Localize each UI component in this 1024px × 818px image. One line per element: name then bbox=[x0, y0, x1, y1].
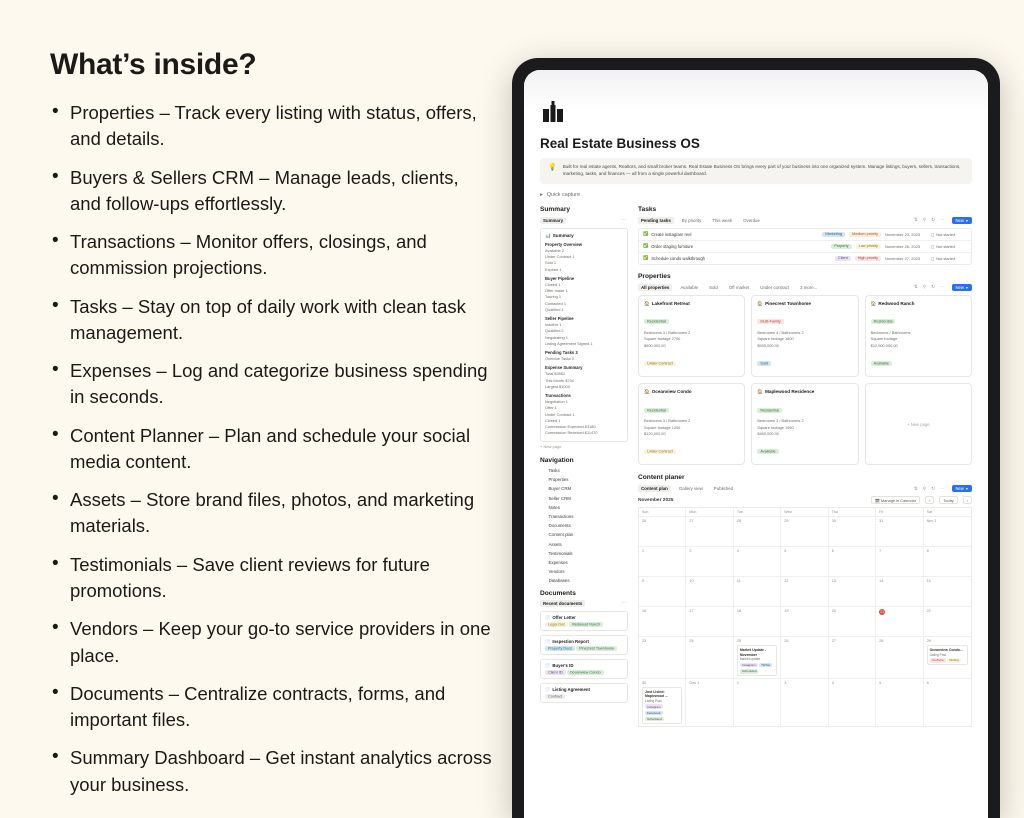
chevron-right-icon: ▸ bbox=[540, 191, 543, 198]
dow-label: Sun bbox=[639, 507, 686, 516]
document-chips: Contract bbox=[545, 695, 623, 699]
calendar-day[interactable]: 13 bbox=[829, 576, 876, 606]
calendar-event[interactable] bbox=[737, 645, 777, 676]
expense-summary-line: Largest $1000 bbox=[545, 383, 570, 389]
calendar-day[interactable]: 18 bbox=[734, 606, 781, 636]
document-chips: Client ID Oceanview Condo bbox=[545, 671, 623, 675]
calendar-day[interactable]: 4 bbox=[829, 678, 876, 726]
buyer-pipeline-line: Touring 1 bbox=[545, 294, 562, 300]
pending-tasks-title: Pending Tasks 3 bbox=[545, 350, 578, 356]
transactions-title: Transactions bbox=[545, 393, 571, 399]
summary-tabbar bbox=[540, 217, 628, 224]
property-detail: Square footage 1960 bbox=[757, 424, 794, 430]
property-card[interactable] bbox=[751, 295, 858, 377]
list-item: • Summary Dashboard – Get instant analytics across your business. bbox=[50, 745, 492, 798]
property-detail: Bedrooms 4 / Bathrooms 2 bbox=[757, 329, 804, 335]
chevron-down-icon: ▾ bbox=[965, 284, 968, 290]
task-date: November 23, 2025 bbox=[885, 231, 921, 237]
house-icon bbox=[540, 477, 545, 483]
status-badge: ◻ Not started bbox=[931, 231, 956, 237]
tablet-frame bbox=[512, 58, 1000, 818]
calendar-day[interactable]: 6 bbox=[924, 678, 971, 726]
tab-published[interactable]: Published bbox=[713, 486, 734, 492]
list-item: • Expenses – Log and categorize business spending in seconds. bbox=[50, 358, 492, 411]
property-type-chip: Residential bbox=[644, 319, 669, 324]
document-title: 📄 Buyer's ID bbox=[545, 662, 574, 668]
tab-by-priority[interactable]: By priority bbox=[681, 217, 702, 223]
list-item[interactable] bbox=[540, 659, 628, 679]
property-card[interactable] bbox=[751, 383, 858, 465]
wrench-icon bbox=[540, 569, 545, 575]
seller-pipeline-line: Listing Agreement Signed 1 bbox=[545, 340, 593, 346]
status-badge: Available bbox=[757, 449, 778, 454]
property-overview-line: Expired 1 bbox=[545, 266, 562, 272]
calendar-day[interactable]: 26 bbox=[639, 516, 686, 546]
list-item[interactable] bbox=[540, 611, 628, 631]
sidebar-item-notes[interactable]: Notes bbox=[540, 504, 628, 510]
calendar-day[interactable]: 5 bbox=[876, 678, 923, 726]
list-item: • Documents – Centralize contracts, forms, and important files. bbox=[50, 681, 492, 734]
house-icon: 🏠 bbox=[644, 300, 650, 306]
people-icon bbox=[540, 495, 545, 501]
event-subtitle: Listing Post bbox=[929, 652, 947, 657]
chevron-down-icon: ▾ bbox=[965, 486, 968, 492]
calendar-day[interactable]: 3 bbox=[781, 678, 828, 726]
property-price: $12,900,000.00 bbox=[870, 342, 898, 348]
sidebar-item-databases[interactable]: Databases bbox=[540, 578, 628, 584]
tab-recent-documents[interactable]: Recent documents bbox=[540, 600, 585, 607]
properties-gallery bbox=[638, 295, 972, 466]
tab-off-market[interactable]: Off market bbox=[728, 284, 750, 290]
task-priority: Medium priority bbox=[849, 232, 881, 237]
check-icon bbox=[540, 468, 545, 474]
property-overview-title: Property Overview bbox=[545, 241, 583, 247]
property-detail: Square footage bbox=[870, 336, 898, 342]
calendar-day[interactable]: 22 bbox=[924, 606, 971, 636]
task-tag: Client bbox=[835, 256, 851, 261]
navigation-section-title: Navigation bbox=[540, 456, 574, 464]
tab-available[interactable]: Available bbox=[680, 284, 699, 290]
sidebar-item-properties[interactable]: Properties bbox=[540, 477, 628, 483]
task-tag: Marketing bbox=[822, 232, 845, 237]
person-icon bbox=[540, 486, 545, 492]
seller-pipeline-line: Qualified 2 bbox=[545, 328, 564, 334]
database-icon bbox=[540, 578, 546, 584]
property-detail: Square footage 2700 bbox=[644, 336, 681, 342]
property-title: 🏠 Lakefront Retreat bbox=[644, 300, 690, 306]
document-chips: Legal Doc Redwood Ranch bbox=[545, 623, 623, 627]
task-name: ✅ Create instagram reel bbox=[643, 231, 692, 237]
task-priority: Low priority bbox=[856, 244, 881, 249]
tablet-screen bbox=[524, 70, 988, 818]
property-type-chip: Residential bbox=[871, 319, 896, 324]
filter-search-icons[interactable]: ⇅ ⚲ ↻ ⋯ bbox=[913, 217, 947, 223]
transactions-line: Commission Received $11470 bbox=[545, 430, 598, 436]
task-name: ✅ Schedule condo walkthrough bbox=[643, 255, 705, 261]
document-title: 📄 Inspection Report bbox=[545, 638, 589, 644]
sidebar-item-transactions[interactable]: Transactions bbox=[540, 513, 628, 519]
property-price: $460,000.00 bbox=[757, 430, 779, 436]
property-overview-line: Sold 1 bbox=[545, 260, 557, 266]
sidebar-item-expenses[interactable]: Expenses bbox=[540, 559, 628, 565]
calendar-day[interactable]: 4 bbox=[734, 546, 781, 576]
expense-summary-line: This Month $700 bbox=[545, 377, 574, 383]
calendar-dow-row bbox=[639, 507, 971, 516]
table-row[interactable] bbox=[639, 241, 971, 253]
calendar-week bbox=[639, 546, 971, 576]
calendar-day[interactable]: 15 bbox=[924, 576, 971, 606]
sidebar-item-tasks[interactable]: Tasks bbox=[540, 468, 628, 474]
property-overview-line: Under Contract 1 bbox=[545, 254, 575, 260]
tab-this-week[interactable]: This week bbox=[712, 217, 733, 223]
property-type-chip: Multi-Family bbox=[757, 319, 783, 324]
new-content-button[interactable]: New ▾ bbox=[952, 485, 973, 492]
calendar-day[interactable]: 31 bbox=[876, 516, 923, 546]
dow-label: Wed bbox=[781, 507, 828, 516]
documents-tabbar bbox=[540, 600, 628, 607]
calendar-day[interactable]: 17 bbox=[686, 606, 733, 636]
calendar-day[interactable]: 26 bbox=[781, 636, 828, 678]
tab-more[interactable]: 2 more... bbox=[800, 284, 818, 290]
properties-tabbar bbox=[638, 284, 972, 291]
content-calendar bbox=[638, 507, 972, 726]
exchange-icon bbox=[540, 513, 545, 519]
intro-callout bbox=[540, 158, 972, 184]
event-chips: Instagram Facebook Scheduled bbox=[647, 704, 662, 721]
content-planner-section-title: Content planer bbox=[638, 474, 685, 482]
expense-summary-title: Expense Summary bbox=[545, 365, 583, 371]
sidebar-item-assets[interactable]: Assets bbox=[540, 541, 628, 547]
summary-section-title: Summary bbox=[540, 205, 571, 213]
calendar-day[interactable]: 2 bbox=[734, 678, 781, 726]
calendar-day[interactable]: 6 bbox=[829, 546, 876, 576]
calendar-day[interactable]: 20 bbox=[829, 606, 876, 636]
calendar-day[interactable]: 8 bbox=[924, 546, 971, 576]
property-title: 🏠 Pinecrest Townhome bbox=[757, 300, 811, 306]
seller-pipeline-title: Seller Pipeline bbox=[545, 316, 574, 322]
table-row[interactable] bbox=[639, 253, 971, 264]
event-subtitle: Listing Post bbox=[645, 698, 662, 703]
tasks-section-title: Tasks bbox=[638, 205, 657, 213]
property-card[interactable] bbox=[865, 295, 972, 377]
property-price: $995,000.00 bbox=[757, 342, 779, 348]
calendar-day[interactable]: Nov 1 bbox=[924, 516, 971, 546]
tab-all-properties[interactable]: All properties bbox=[638, 284, 672, 291]
property-detail: Bedrooms 3 / Bathrooms 2 bbox=[644, 418, 691, 424]
task-name: ✅ Order staging furniture bbox=[643, 243, 694, 249]
dow-label: Tue bbox=[734, 507, 781, 516]
building-logo-icon bbox=[540, 100, 566, 126]
left-column bbox=[540, 206, 628, 727]
today-button[interactable]: Today bbox=[939, 496, 957, 504]
document-chips: Property Docs Pinecrest Townhome bbox=[545, 647, 623, 651]
calendar-day[interactable]: 25 Market Update - November Market update Instagram TikTok Scheduled bbox=[734, 636, 781, 678]
transactions-line: Negotiation 1 bbox=[545, 399, 568, 405]
prev-month-button[interactable]: ‹ bbox=[925, 496, 934, 504]
sidebar-item-testimonials[interactable]: Testimonials bbox=[540, 550, 628, 556]
tab-overdue[interactable]: Overdue bbox=[743, 217, 760, 223]
view-options-icon[interactable]: ⋯ bbox=[621, 217, 628, 223]
pending-tasks-line: Overdue Tasks 0 bbox=[545, 356, 575, 362]
buyer-pipeline-line: Contacted 1 bbox=[545, 300, 566, 306]
new-property-card[interactable]: + New page bbox=[865, 383, 972, 465]
new-task-button[interactable]: New ▾ bbox=[952, 217, 973, 224]
calendar-day[interactable]: 28 bbox=[876, 636, 923, 678]
event-title: Market Update - November bbox=[739, 647, 767, 657]
property-type-chip: Residential bbox=[644, 408, 669, 413]
house-icon: 🏠 bbox=[757, 389, 764, 395]
sidebar-item-vendors[interactable]: Vendors bbox=[540, 569, 628, 575]
status-badge: Available bbox=[871, 361, 892, 366]
property-title: 🏠 Oceanview Condo bbox=[644, 389, 692, 395]
card-icon bbox=[540, 559, 545, 565]
calendar-day[interactable]: 30 Just Listed: Maplewood ... Listing Post Instagram Facebook Scheduled bbox=[639, 678, 686, 726]
property-type-chip: Residential bbox=[757, 408, 782, 413]
list-item: • Tasks – Stay on top of daily work with clean task management. bbox=[50, 294, 492, 347]
new-page-button[interactable]: + New page bbox=[540, 443, 562, 449]
content-view-icons[interactable]: ⇅ ⚲ ↻ ⋯ bbox=[913, 485, 947, 491]
buyer-pipeline-line: Offer made 1 bbox=[545, 288, 568, 294]
list-item: • Testimonials – Save client reviews for future promotions. bbox=[50, 552, 492, 605]
navigation-list bbox=[540, 468, 628, 584]
documents-options-icon[interactable]: ⋯ bbox=[621, 600, 628, 606]
notion-page bbox=[524, 70, 988, 818]
calendar-day[interactable]: 29 Oceanview Condo... Listing Post YouTube Writing bbox=[924, 636, 971, 678]
tab-sold[interactable]: Sold bbox=[709, 284, 718, 290]
dow-label: Thu bbox=[829, 507, 876, 516]
quick-capture-toggle[interactable] bbox=[540, 192, 972, 198]
page-title: Real Estate Business OS bbox=[540, 136, 700, 151]
property-detail: Bedrooms 3 / Bathrooms 2 bbox=[757, 418, 804, 424]
calendar-event[interactable] bbox=[927, 645, 968, 665]
transactions-line: Offer 1 bbox=[545, 405, 557, 411]
property-card[interactable] bbox=[638, 383, 745, 465]
document-title: 📄 Listing Agreement bbox=[545, 686, 590, 692]
status-badge: ◻ Not started bbox=[931, 243, 956, 249]
task-date: November 26, 2025 bbox=[885, 243, 921, 249]
seller-pipeline-line: Inactive 1 bbox=[545, 322, 562, 328]
task-priority: High priority bbox=[855, 256, 881, 261]
sidebar-item-seller-crm[interactable]: Seller CRM bbox=[540, 495, 628, 501]
properties-section-title: Properties bbox=[638, 272, 671, 280]
transactions-line: Under Contract 1 bbox=[545, 411, 575, 417]
new-property-button[interactable]: New ▾ bbox=[952, 284, 973, 291]
sidebar-item-documents[interactable]: Documents bbox=[540, 523, 628, 529]
calendar-day[interactable]: 12 bbox=[781, 576, 828, 606]
calendar-day[interactable]: 2 bbox=[639, 546, 686, 576]
calendar-day[interactable]: 24 bbox=[686, 636, 733, 678]
calendar-day[interactable]: 3 bbox=[686, 546, 733, 576]
page-columns bbox=[540, 206, 972, 727]
list-item: • Vendors – Keep your go-to service providers in one place. bbox=[50, 616, 492, 669]
list-item[interactable] bbox=[540, 683, 628, 703]
calendar-week bbox=[639, 576, 971, 606]
summary-card-title: 📊 Summary bbox=[545, 232, 574, 238]
calendar-day[interactable]: 19 bbox=[781, 606, 828, 636]
task-tag: Property bbox=[831, 244, 851, 249]
callout-text: Built for real estate agents, Realtors, and small broker teams. Real Estate Business OS brings every part of your business into one organized system. Manage listings, buyers, sellers, transactions, marketing, tasks, and finances — all from a single powerful dashboard. bbox=[562, 164, 961, 176]
calendar-day[interactable]: 14 bbox=[876, 576, 923, 606]
property-card[interactable] bbox=[638, 295, 745, 377]
dow-label: Sat bbox=[924, 507, 971, 516]
sidebar-item-content-plan[interactable]: Content plan bbox=[540, 532, 628, 538]
task-icon: ✅ bbox=[643, 231, 649, 237]
dow-label: Fri bbox=[876, 507, 923, 516]
table-row[interactable] bbox=[639, 229, 971, 241]
event-chips: YouTube Writing bbox=[931, 658, 959, 663]
summary-card bbox=[540, 228, 628, 442]
property-detail: Bedrooms 3 / Bathrooms 2 bbox=[644, 329, 691, 335]
calendar-icon bbox=[540, 532, 545, 538]
buyer-pipeline-line: Closed 1 bbox=[545, 281, 561, 287]
calendar-day[interactable]: 29 bbox=[781, 516, 828, 546]
quick-capture-label: Quick capture bbox=[546, 191, 580, 198]
event-title: Just Listed: Maplewood ... bbox=[645, 689, 668, 699]
property-title: 🏠 Maplewood Residence bbox=[757, 389, 815, 395]
documents-section-title: Documents bbox=[540, 589, 576, 597]
property-detail: Bedrooms / Bathrooms bbox=[870, 329, 911, 335]
image-icon bbox=[540, 541, 546, 547]
property-price: $120,000.00 bbox=[644, 430, 666, 436]
calendar-day[interactable]: 16 bbox=[639, 606, 686, 636]
document-title: 📄 Offer Letter bbox=[545, 614, 576, 620]
seller-pipeline-line: Negotiating 1 bbox=[545, 334, 568, 340]
calendar-day[interactable]: 27 bbox=[686, 516, 733, 546]
list-item[interactable] bbox=[540, 635, 628, 655]
page-heading: What’s inside? bbox=[50, 48, 257, 81]
dow-label: Mon bbox=[686, 507, 733, 516]
chart-icon: 📊 bbox=[545, 232, 551, 238]
star-icon bbox=[540, 550, 545, 556]
property-detail: Square footage 1800 bbox=[757, 336, 794, 342]
house-icon: 🏠 bbox=[757, 300, 764, 306]
properties-view-icons[interactable]: ⇅ ⚲ ↻ ⋯ bbox=[913, 284, 947, 290]
task-date: November 27, 2025 bbox=[885, 255, 921, 261]
event-subtitle: Market update bbox=[739, 657, 761, 662]
house-icon: 🏠 bbox=[644, 389, 650, 395]
lightbulb-icon: 💡 bbox=[548, 164, 557, 171]
list-item: • Transactions – Monitor offers, closings, and commission projections. bbox=[50, 229, 492, 282]
calendar-week bbox=[639, 636, 971, 678]
chevron-down-icon: ▾ bbox=[965, 217, 968, 223]
property-overview-line: Available 2 bbox=[545, 247, 564, 253]
calendar-day[interactable]: 27 bbox=[829, 636, 876, 678]
event-chips: Instagram TikTok Scheduled bbox=[741, 663, 770, 674]
calendar-week bbox=[639, 516, 971, 546]
status-badge: Under Contract bbox=[644, 449, 676, 454]
buyer-pipeline-title: Buyer Pipeline bbox=[545, 275, 575, 281]
document-icon bbox=[540, 523, 545, 529]
event-title: Oceanview Condo... bbox=[929, 647, 963, 652]
calendar-day[interactable]: 11 bbox=[734, 576, 781, 606]
task-icon: ✅ bbox=[643, 255, 649, 261]
tasks-table bbox=[638, 228, 972, 265]
calendar-day[interactable]: 7 bbox=[876, 546, 923, 576]
tab-content-plan[interactable]: Content plan bbox=[638, 485, 671, 492]
calendar-event[interactable] bbox=[642, 687, 682, 724]
calendar-week bbox=[639, 606, 971, 636]
marketing-copy-panel bbox=[0, 0, 512, 800]
transactions-line: Commission Expected $3180 bbox=[545, 424, 596, 430]
task-icon: ✅ bbox=[643, 243, 649, 249]
property-detail: Square footage 1200 bbox=[644, 424, 681, 430]
status-badge: Under Contract bbox=[644, 361, 676, 366]
calendar-day[interactable]: 30 bbox=[829, 516, 876, 546]
calendar-week bbox=[639, 678, 971, 726]
status-badge: ◻ Not started bbox=[931, 255, 956, 261]
calendar-day[interactable]: 9 bbox=[639, 576, 686, 606]
transactions-line: Closed 1 bbox=[545, 417, 561, 423]
tab-summary[interactable]: Summary bbox=[540, 217, 566, 224]
content-tabbar bbox=[638, 485, 972, 492]
tab-gallery-view[interactable]: Gallery view bbox=[678, 486, 703, 492]
house-icon: 🏠 bbox=[870, 300, 877, 306]
list-item: • Buyers & Sellers CRM – Manage leads, clients, and follow-ups effortlessly. bbox=[50, 165, 492, 218]
feature-list bbox=[50, 100, 492, 798]
list-item: • Content Planner – Plan and schedule your social media content. bbox=[50, 423, 492, 476]
calendar-header bbox=[638, 496, 972, 504]
calendar-day[interactable]: 23 bbox=[639, 636, 686, 678]
list-item: • Properties – Track every listing with status, offers, and details. bbox=[50, 100, 492, 153]
tablet-mockup bbox=[512, 0, 1024, 800]
property-price: $900,000.00 bbox=[644, 342, 666, 348]
calendar-day[interactable]: 5 bbox=[781, 546, 828, 576]
calendar-day[interactable]: 28 bbox=[734, 516, 781, 546]
calendar-month-label: November 2025 bbox=[638, 497, 674, 503]
document-icon: 📄 bbox=[545, 686, 551, 692]
tasks-tabbar bbox=[638, 217, 972, 224]
calendar-day[interactable]: 10 bbox=[686, 576, 733, 606]
document-icon: 📄 bbox=[545, 662, 551, 668]
list-item: • Assets – Store brand files, photos, and marketing materials. bbox=[50, 487, 492, 540]
document-icon: 📄 bbox=[545, 638, 551, 644]
right-column bbox=[638, 206, 972, 727]
status-badge: Sold bbox=[757, 361, 771, 366]
manage-in-calendar-button[interactable]: 🗓 Manage in Calendar bbox=[871, 496, 920, 504]
note-icon bbox=[540, 504, 545, 510]
calendar-day[interactable]: Dec 1 bbox=[686, 678, 733, 726]
property-title: 🏠 Redwood Ranch bbox=[870, 300, 915, 306]
tab-pending-tasks[interactable]: Pending tasks bbox=[638, 217, 674, 224]
tab-under-contract[interactable]: Under contract bbox=[760, 284, 790, 290]
expense-summary-line: Total $3562 bbox=[545, 371, 566, 377]
sidebar-item-buyer-crm[interactable]: Buyer CRM bbox=[540, 486, 628, 492]
buyer-pipeline-line: Qualified 1 bbox=[545, 306, 564, 312]
calendar-day-today[interactable]: 21 bbox=[876, 606, 923, 636]
document-icon: 📄 bbox=[545, 614, 551, 620]
next-month-button[interactable]: › bbox=[963, 496, 972, 504]
